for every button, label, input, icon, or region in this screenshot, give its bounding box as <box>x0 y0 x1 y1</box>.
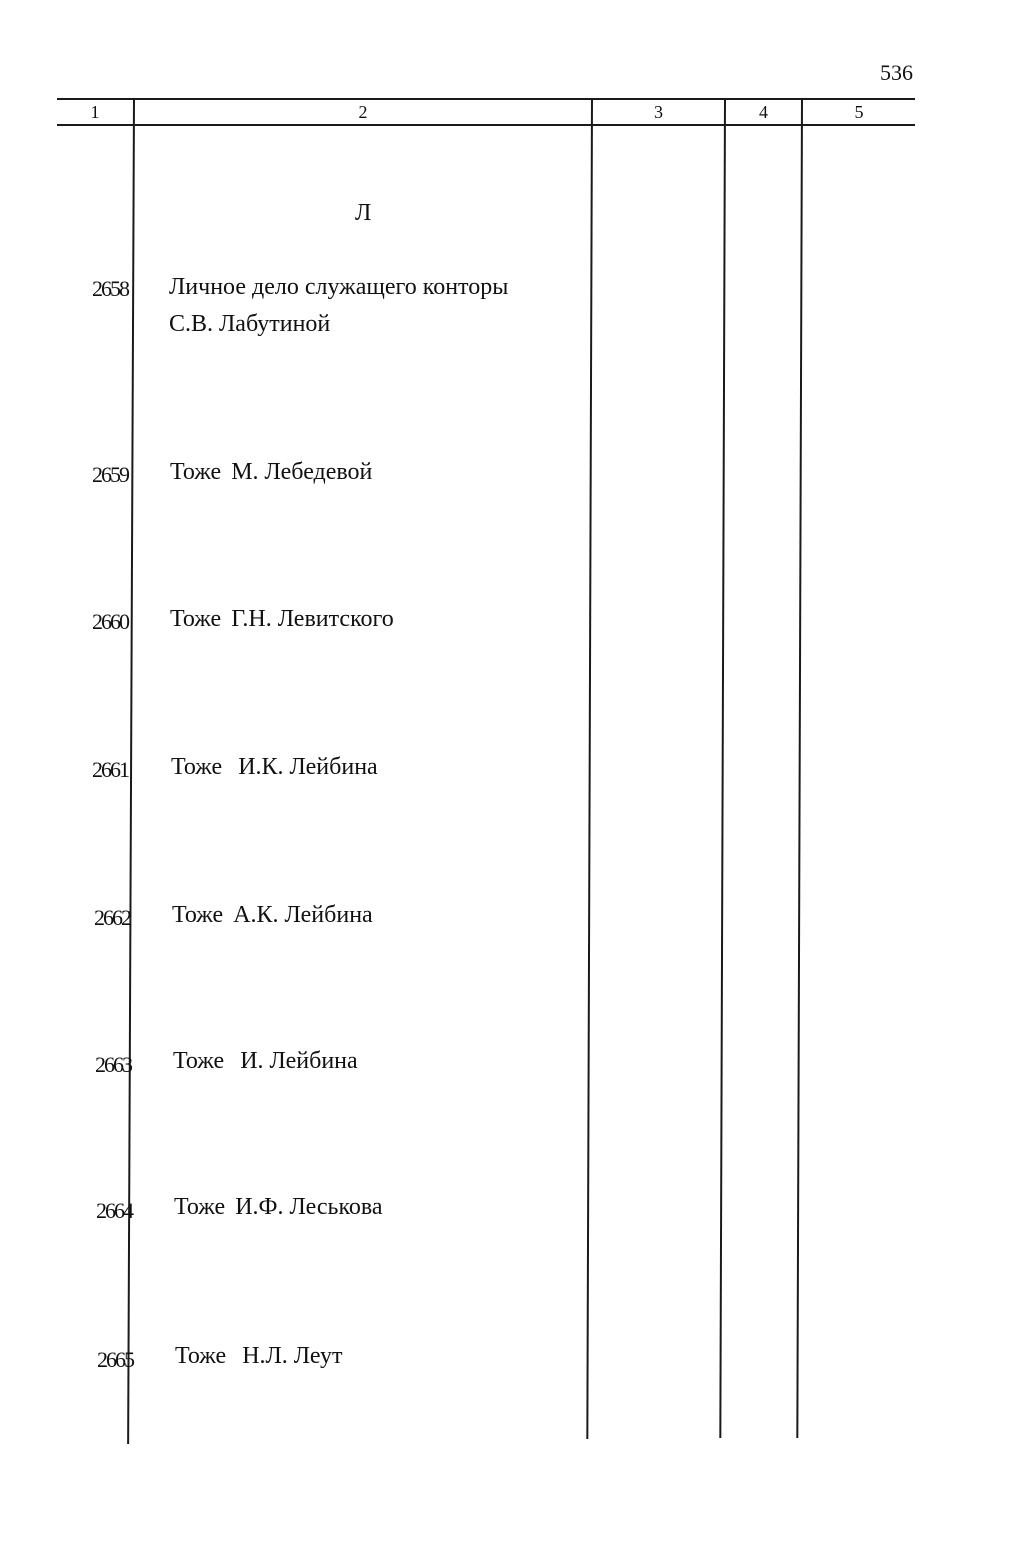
row-description <box>175 1338 342 1375</box>
row-prefix: Тоже <box>174 1194 226 1220</box>
column-divider-2 <box>586 98 593 1439</box>
row-name: М. Лебедевой <box>231 459 373 485</box>
section-letter: Л <box>355 200 372 226</box>
row-description <box>169 269 508 343</box>
row-prefix: Тоже <box>171 754 223 780</box>
column-header-4: 4 <box>759 102 768 122</box>
row-description <box>171 749 378 786</box>
column-header-3: 3 <box>654 102 663 122</box>
row-name: И.К. Лейбина <box>238 754 378 780</box>
row-number: 2658 <box>92 276 128 301</box>
row-description <box>170 601 394 638</box>
page-number: 536 <box>880 60 913 85</box>
table-header-rule <box>57 124 915 126</box>
row-number: 2664 <box>96 1198 132 1223</box>
row-name: И. Лейбина <box>240 1048 358 1074</box>
row-description-line: Личное дело служащего конторы <box>169 274 509 300</box>
row-prefix: Тоже <box>173 1048 225 1074</box>
row-number: 2665 <box>97 1347 133 1372</box>
row-name: А.К. Лейбина <box>233 902 373 928</box>
row-prefix: Тоже <box>170 606 222 632</box>
row-number: 2659 <box>92 462 128 487</box>
row-prefix: Тоже <box>175 1343 227 1369</box>
row-description-line: С.В. Лабутиной <box>169 311 331 337</box>
column-divider-3 <box>719 98 726 1438</box>
column-header-2: 2 <box>358 102 368 122</box>
row-number: 2661 <box>92 757 128 782</box>
row-description <box>170 454 372 491</box>
column-divider-1 <box>127 98 135 1444</box>
row-prefix: Тоже <box>170 459 222 485</box>
row-number: 2663 <box>95 1052 131 1077</box>
table-top-rule <box>57 98 915 100</box>
row-description <box>172 897 373 934</box>
row-name: Н.Л. Леут <box>242 1343 343 1369</box>
row-name: И.Ф. Леськова <box>235 1194 383 1220</box>
row-number: 2662 <box>94 905 130 930</box>
row-name: Г.Н. Левитского <box>231 606 394 632</box>
column-divider-4 <box>796 98 803 1438</box>
row-description <box>174 1189 383 1226</box>
row-number: 2660 <box>92 609 128 634</box>
row-description <box>173 1043 358 1080</box>
column-header-5: 5 <box>854 102 864 122</box>
row-prefix: Тоже <box>172 902 224 928</box>
column-header-1: 1 <box>90 102 100 122</box>
